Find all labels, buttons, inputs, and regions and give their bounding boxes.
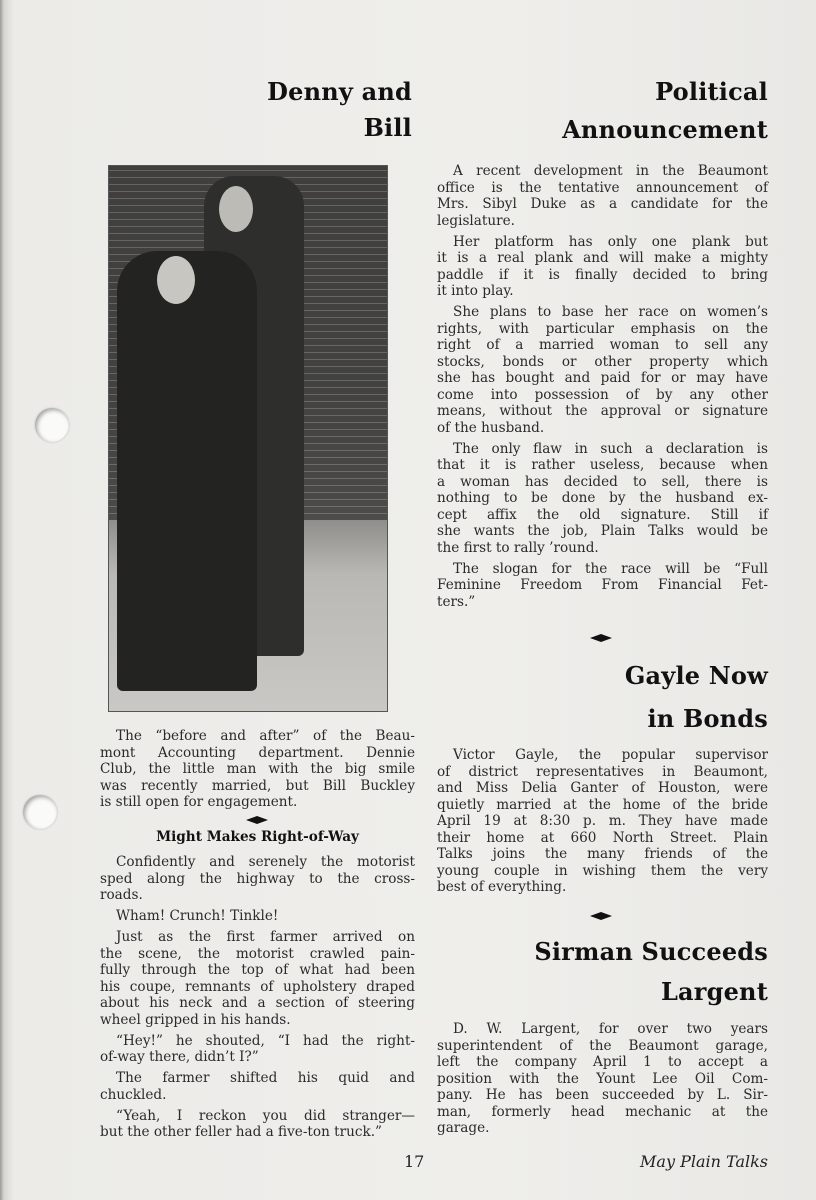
text-line: cept affix the old signature. Still if bbox=[437, 506, 768, 523]
text-line: The farmer shifted his quid and bbox=[116, 1070, 415, 1086]
text-line: stocks, bonds or other property which bbox=[437, 353, 768, 370]
text-line: superintendent of the Beaumont garage, bbox=[437, 1037, 768, 1054]
text-line: Wham! Crunch! Tinkle! bbox=[116, 908, 279, 924]
denny-bill-heading bbox=[100, 74, 412, 146]
text-line: that it is rather useless, because when bbox=[437, 457, 768, 473]
text-line: roads. bbox=[100, 887, 143, 903]
heading-line: Bill bbox=[363, 113, 412, 142]
text-line: paddle if it is finally decided to bring bbox=[437, 266, 768, 283]
text-line: wheel gripped in his hands. bbox=[100, 1011, 291, 1028]
text-line: it into play. bbox=[437, 283, 514, 299]
might-makes-right-article bbox=[100, 854, 415, 1145]
text-line: left the company April 1 to accept a bbox=[437, 1054, 768, 1070]
text-line: “Hey!” he shouted, “I had the right- bbox=[116, 1032, 415, 1049]
paragraph bbox=[437, 747, 768, 896]
text-line: fully through the top of what had been bbox=[100, 962, 415, 978]
text-line: pany. He has been succeeded by L. Sir- bbox=[437, 1087, 768, 1103]
text-line: chuckled. bbox=[100, 1086, 167, 1103]
paragraph bbox=[100, 854, 415, 904]
text-line: she has bought and paid for or may have bbox=[437, 370, 768, 386]
text-line: legislature. bbox=[437, 212, 515, 229]
text-line: of-way there, didn’t I?” bbox=[100, 1049, 259, 1065]
heading-line: Sirman Succeeds bbox=[534, 937, 768, 966]
text-line: “Yeah, I reckon you did stranger— bbox=[116, 1107, 415, 1124]
paragraph bbox=[100, 1108, 415, 1141]
text-line: and Miss Delia Ganter of Houston, were bbox=[437, 780, 768, 796]
sirman-succeeds-largent-heading bbox=[437, 932, 768, 1012]
political-announcement-article bbox=[437, 163, 768, 615]
text-line: sped along the highway to the cross- bbox=[100, 870, 415, 887]
text-line: nothing to be done by the husband ex- bbox=[437, 490, 768, 506]
text-line: best of everything. bbox=[437, 879, 567, 895]
photo-denny-and-bill bbox=[108, 165, 388, 712]
heading-line: Gayle Now bbox=[624, 661, 768, 690]
paragraph bbox=[100, 1070, 415, 1103]
binder-hole-top bbox=[35, 408, 69, 442]
text-line: the scene, the motorist crawled pain- bbox=[100, 945, 415, 962]
text-line: Club, the little man with the big smile bbox=[100, 761, 415, 777]
text-line: it is a real plank and will make a mighty bbox=[437, 250, 768, 266]
heading-line: in Bonds bbox=[647, 704, 768, 733]
text-line: Talks joins the many friends of the bbox=[437, 846, 768, 862]
text-line: Her platform has only one plank but bbox=[453, 233, 768, 250]
text-line: man, formerly head mechanic at the bbox=[437, 1103, 768, 1120]
text-line: D. W. Largent, for over two years bbox=[453, 1021, 768, 1037]
face bbox=[219, 186, 253, 232]
text-line: their home at 660 North Street. Plain bbox=[437, 829, 768, 846]
text-line: The slogan for the race will be “Full bbox=[453, 560, 768, 577]
text-line: of district representatives in Beaumont, bbox=[437, 763, 768, 780]
paragraph bbox=[437, 304, 768, 436]
text-line: quietly married at the home of the bride bbox=[437, 796, 768, 813]
paragraph bbox=[437, 1021, 768, 1137]
text-line: position with the Yount Lee Oil Com- bbox=[437, 1070, 768, 1087]
text-line: The “before and after” of the Beau- bbox=[116, 728, 415, 744]
gayle-article bbox=[437, 747, 768, 900]
heading-line: Announcement bbox=[562, 115, 768, 144]
text-line: mont Accounting department. Dennie bbox=[100, 744, 415, 761]
text-line: of the husband. bbox=[437, 419, 545, 436]
text-line: Victor Gayle, the popular supervisor bbox=[453, 747, 768, 763]
text-line: was recently married, but Bill Buckley bbox=[100, 777, 415, 794]
sirman-article bbox=[437, 1021, 768, 1141]
text-line: The only flaw in such a declaration is bbox=[453, 440, 768, 457]
text-line: Confidently and serenely the motorist bbox=[116, 854, 415, 870]
text-line: the first to rally ’round. bbox=[437, 539, 599, 556]
photo-caption bbox=[100, 728, 415, 815]
heading-line: Largent bbox=[660, 977, 768, 1006]
figure-short-man bbox=[117, 251, 257, 691]
heading-line: Political bbox=[655, 77, 768, 106]
paragraph bbox=[100, 728, 415, 811]
gayle-now-in-bonds-heading bbox=[437, 654, 768, 740]
text-line: Just as the first farmer arrived on bbox=[116, 929, 415, 945]
text-line: Mrs. Sibyl Duke as a candidate for the bbox=[437, 196, 768, 212]
paragraph bbox=[437, 441, 768, 557]
text-line: office is the tentative announcement of bbox=[437, 179, 768, 196]
binder-hole-bottom bbox=[23, 795, 57, 829]
text-line: she wants the job, Plain Talks would be bbox=[437, 523, 768, 539]
paragraph bbox=[437, 163, 768, 229]
publication-name: May Plain Talks bbox=[640, 1152, 768, 1171]
text-line: rights, with particular emphasis on the bbox=[437, 320, 768, 337]
text-line: come into possession of by any other bbox=[437, 386, 768, 403]
text-line: young couple in wishing them the very bbox=[437, 862, 768, 879]
text-line: ters.” bbox=[437, 593, 476, 610]
might-makes-right-heading: Might Makes Right-of-Way bbox=[156, 829, 359, 845]
text-line: his coupe, remnants of upholstery draped bbox=[100, 978, 415, 995]
text-line: garage. bbox=[437, 1120, 490, 1136]
heading-line: Denny and bbox=[267, 77, 412, 106]
political-announcement-heading bbox=[437, 74, 768, 148]
face bbox=[157, 256, 195, 304]
text-line: about his neck and a section of steering bbox=[100, 995, 415, 1011]
text-line: is still open for engagement. bbox=[100, 794, 298, 810]
text-line: Feminine Freedom From Financial Fet- bbox=[437, 577, 768, 593]
text-line: She plans to base her race on women’s bbox=[453, 304, 768, 320]
text-line: but the other feller had a five-ton truck.” bbox=[100, 1124, 382, 1140]
paragraph bbox=[100, 929, 415, 1028]
text-line: April 19 at 8:30 p. m. They have made bbox=[437, 813, 768, 829]
page-number: 17 bbox=[404, 1152, 425, 1171]
paragraph bbox=[437, 561, 768, 611]
paragraph bbox=[437, 234, 768, 300]
paragraph bbox=[100, 908, 415, 925]
text-line: means, without the approval or signature bbox=[437, 403, 768, 419]
text-line: A recent development in the Beaumont bbox=[453, 163, 768, 179]
text-line: a woman has decided to sell, there is bbox=[437, 473, 768, 490]
text-line: right of a married woman to sell any bbox=[437, 337, 768, 353]
paragraph bbox=[100, 1033, 415, 1066]
